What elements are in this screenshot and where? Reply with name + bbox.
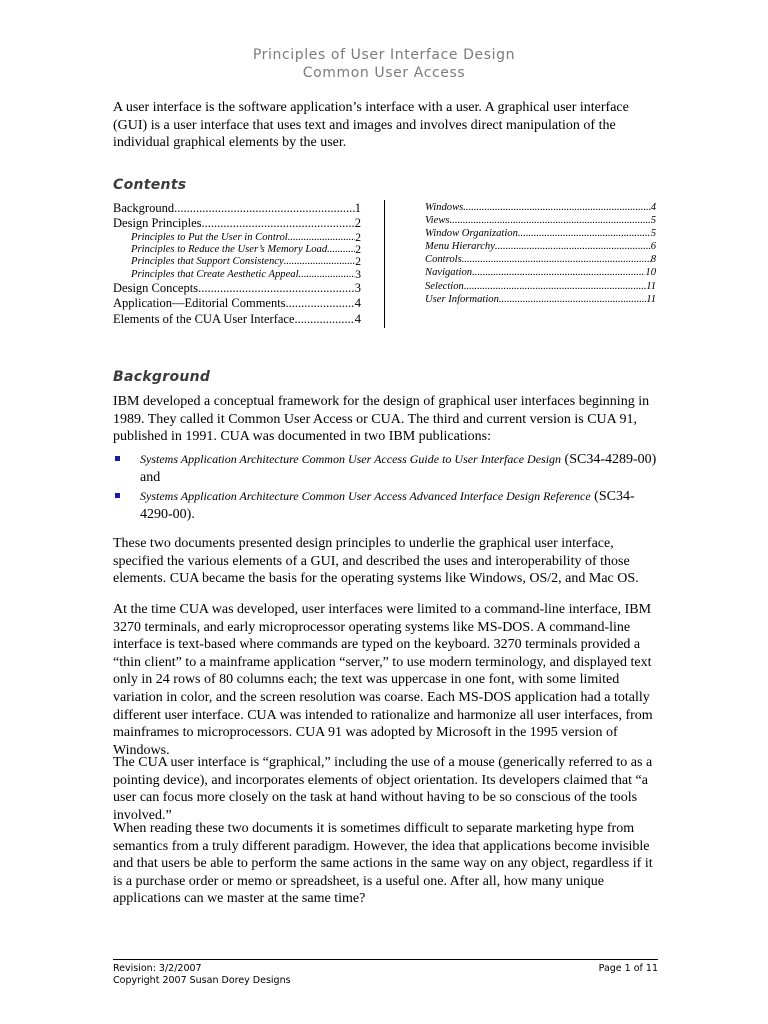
toc-entry-page: 4 [354,296,361,311]
toc-leader-dots [463,201,650,214]
toc-entry-page: 8 [650,254,656,266]
toc-entry-page: 2 [355,244,361,257]
toc-leader-dots [295,312,355,327]
toc-entry-label: Views [425,215,450,227]
document-header [0,46,768,82]
toc-entry-label: User Information [425,293,499,305]
publication-title: Systems Application Architecture Common User Access Guide to User Interface Design [140,452,562,466]
toc-entry[interactable] [113,216,361,231]
document-subtitle: Common User Access [302,65,466,81]
toc-entry-label: Background [113,201,175,215]
revision-date: Revision: 3/2/2007 [113,963,202,974]
toc-entry-page: 10 [645,267,656,279]
toc-entry[interactable] [425,214,656,227]
toc-leader-dots [174,201,355,216]
bullet-square-icon [115,456,120,461]
toc-right-column [425,201,656,306]
background-paragraph-1: IBM developed a conceptual framework for the design of graphical user interfaces beginning in 1989. They called it Common User Access or CUA. The third and current version is CUA 91, published in 1991. CUA was documented in two IBM publications: [113,394,650,445]
toc-entry[interactable] [113,281,361,296]
bullet-square-icon [115,493,120,498]
intro-paragraph: A user interface is the software application’s interface with a user. A graphical user interface (GUI) is a user interface that uses text and images and involves direct manipulation of the individual graphical elements by the user. [113,100,629,151]
toc-entry[interactable] [425,293,656,306]
toc-entry-label: Design Concepts [113,281,199,295]
toc-entry[interactable] [113,296,361,311]
toc-leader-dots [499,293,646,306]
toc-entry-page: 2 [355,231,361,244]
toc-entry[interactable] [113,312,361,327]
toc-leader-dots [286,296,355,311]
toc-entry[interactable] [113,269,361,281]
toc-leader-dots [284,256,356,268]
publication-ref: (SC34-4289-00) and [140,452,657,485]
toc-entry-label: Windows [425,202,464,213]
toc-entry-page: 5 [650,215,656,227]
toc-entry-page: 4 [354,311,361,326]
toc-entry-label: Navigation [425,267,473,279]
toc-entry-label: Elements of the CUA User Interface [113,311,295,326]
toc-leader-dots [495,240,651,253]
copyright-notice: Copyright 2007 Susan Dorey Designs [113,975,291,986]
toc-entry[interactable] [113,201,361,216]
document-title: Principles of User Interface Design [252,47,516,63]
toc-entry[interactable] [113,244,361,256]
toc-entry-label: Window Organization [425,228,518,240]
toc-entry[interactable] [425,201,656,214]
background-paragraph-4: The CUA user interface is “graphical,” including the use of a mouse (generically referred to as a pointing device), and incorporates elements of object orientation. Its developers claimed that “a user can focus more closely on the task at hand without having to be so conscious of the tools involved.” [113,755,653,823]
toc-entry-page: 2 [354,216,361,231]
toc-entry-label: Menu Hierarchy [425,241,495,253]
toc-entry-label: Principles that Create Aesthetic Appeal [131,268,299,280]
toc-entry[interactable] [425,227,656,240]
toc-leader-dots [299,269,356,281]
toc-leader-dots [464,280,646,293]
toc-entry[interactable] [425,240,656,253]
toc-leader-dots [202,216,355,231]
publication-list [113,451,661,525]
toc-entry[interactable] [425,253,656,266]
toc-leader-dots [450,214,651,227]
toc-entry-label: Application—Editorial Comments [113,296,286,311]
toc-entry[interactable] [425,280,656,293]
background-paragraph-3: At the time CUA was developed, user interfaces were limited to a command-line interface, IBM 3270 terminals, and early microprocessor operating systems like MS-DOS. A command-line interface is text-based where commands are typed on the keyboard. 3270 terminals provided a “thin client” to a mainframe application “server,” to use modern terminology, and displayed text only in 24 rows of 80 columns each; the text was uppercase in one font, with some limited variation in color, and the screen resolution was coarse. Each MS-DOS application had a totally different user interface. CUA was intended to rationalize and harmonize all user interfaces, from mainframes to microprocessors. CUA 91 was adopted by Microsoft in the 1995 version of Windows. [113,602,653,758]
list-item [113,451,661,486]
toc-entry-label: Selection [425,280,464,292]
toc-entry-label: Design Principles [113,216,202,231]
toc-leader-dots [518,227,651,240]
toc-entry-page: 3 [355,268,361,281]
toc-entry-page: 11 [646,280,656,292]
toc-entry-page: 2 [355,256,361,269]
background-paragraph-5: When reading these two documents it is sometimes difficult to separate marketing hype from semantics from a truly different paradigm. However, the idea that applications become invisible and that users be able to perform the same actions in the same way on any object, regardless if it is a purchase order or memo or spreadsheet, is a useful one. After all, how many unique applications can we master at the same time? [113,821,653,907]
contents-heading: Contents [113,177,187,193]
toc-entry[interactable] [113,232,361,244]
toc-left-column [113,201,361,327]
toc-entry-page: 4 [650,202,656,213]
toc-entry-page: 1 [354,201,361,215]
toc-entry-page: 11 [646,293,656,305]
background-heading: Background [113,369,211,385]
toc-entry-label: Controls [425,254,462,266]
toc-entry-page: 6 [650,241,656,253]
toc-leader-dots [462,253,651,266]
publication-ref: (SC34-4290-00). [140,489,635,522]
toc-entry-label: Principles to Reduce the User’s Memory Load [131,244,328,256]
page-footer [113,963,658,987]
list-item [113,488,661,523]
publication-title: Systems Application Architecture Common User Access Advanced Interface Design Reference [140,489,591,504]
toc-leader-dots [198,281,355,296]
toc-entry-label: Principles that Support Consistency [131,256,284,268]
toc-entry-page: 5 [650,228,656,240]
toc-leader-dots [288,232,356,244]
footer-divider [113,959,658,960]
toc-leader-dots [472,266,645,279]
toc-entry-page: 3 [354,281,361,295]
toc-leader-dots [327,244,355,256]
page-number: Page 1 of 11 [598,963,658,974]
toc-entry[interactable] [425,266,656,279]
toc-entry[interactable] [113,256,361,268]
background-paragraph-2: These two documents presented design principles to underlie the graphical user interface, specified the various elements of a GUI, and described the uses and interoperability of those elements. CUA became the basis for the operating systems like Windows, OS/2, and Mac OS. [113,536,639,587]
toc-divider [384,200,385,328]
toc-entry-label: Principles to Put the User in Control [131,231,288,243]
